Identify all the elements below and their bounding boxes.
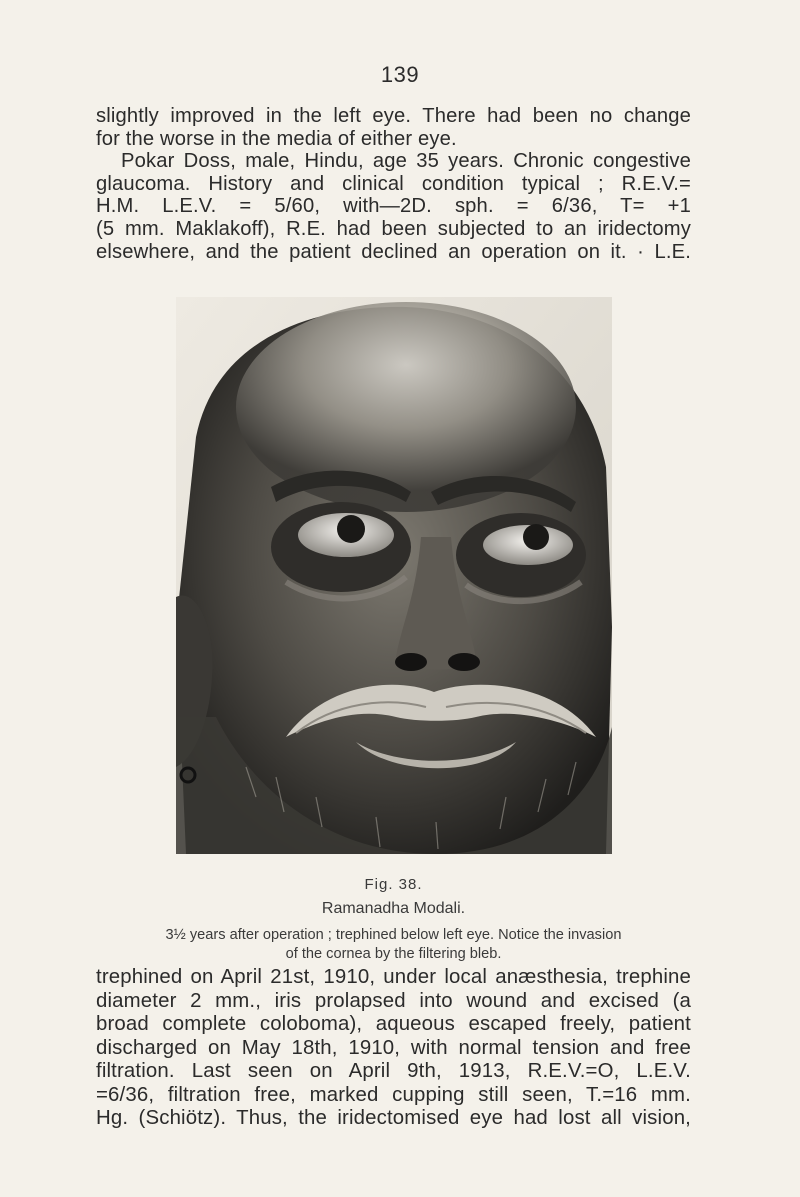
patient-photograph [176, 297, 612, 854]
paragraph-line: for the worse in the media of either eye. [96, 127, 457, 150]
paragraph-line: Hg. (Schiötz). Thus, the iridectomised eye had lost all vision, [96, 1107, 691, 1129]
paragraph-line: discharged on May 18th, 1910, with normal tension and free [96, 1036, 691, 1059]
page-number: 139 [380, 62, 420, 87]
figure-description-line: of the cornea by the filtering bleb. [285, 946, 502, 962]
figure-description-line: 3½ years after operation ; trephined below left eye. Notice the invasion [165, 927, 622, 943]
paragraph-line: filtration. Last seen on April 9th, 1913, R.E.V.=O, L.E.V. [96, 1060, 691, 1082]
portrait-illustration [176, 297, 612, 854]
figure-label: Fig. 38. [364, 876, 423, 893]
top-paragraph [96, 105, 691, 263]
paragraph-line: Pokar Doss, male, Hindu, age 35 years. Chronic congestive [121, 150, 691, 173]
figure-description [96, 926, 691, 964]
paragraph-line: diameter 2 mm., iris prolapsed into wound and excised (a [96, 989, 691, 1012]
paragraph-line: elsewhere, and the patient declined an operation on it. · L.E. [96, 240, 691, 263]
paragraph-line: (5 mm. Maklakoff), R.E. had been subjected to an iridectomy [96, 217, 691, 240]
figure-subject-name: Ramanadha Modali. [321, 900, 466, 917]
paragraph-line: slightly improved in the left eye. There had been no change [96, 105, 691, 127]
bottom-paragraph [96, 966, 691, 1131]
paragraph-line: H.M. L.E.V. = 5/60, with—2D. sph. = 6/36, T= +1 [96, 195, 691, 218]
paragraph-line: trephined on April 21st, 1910, under local anæsthesia, trephine [96, 966, 691, 988]
paragraph-line: broad complete coloboma), aqueous escaped freely, patient [96, 1013, 691, 1035]
paragraph-line: glaucoma. History and clinical condition typical ; R.E.V.= [96, 172, 691, 195]
paragraph-line: =6/36, filtration free, marked cupping still seen, T.=16 mm. [96, 1083, 691, 1106]
